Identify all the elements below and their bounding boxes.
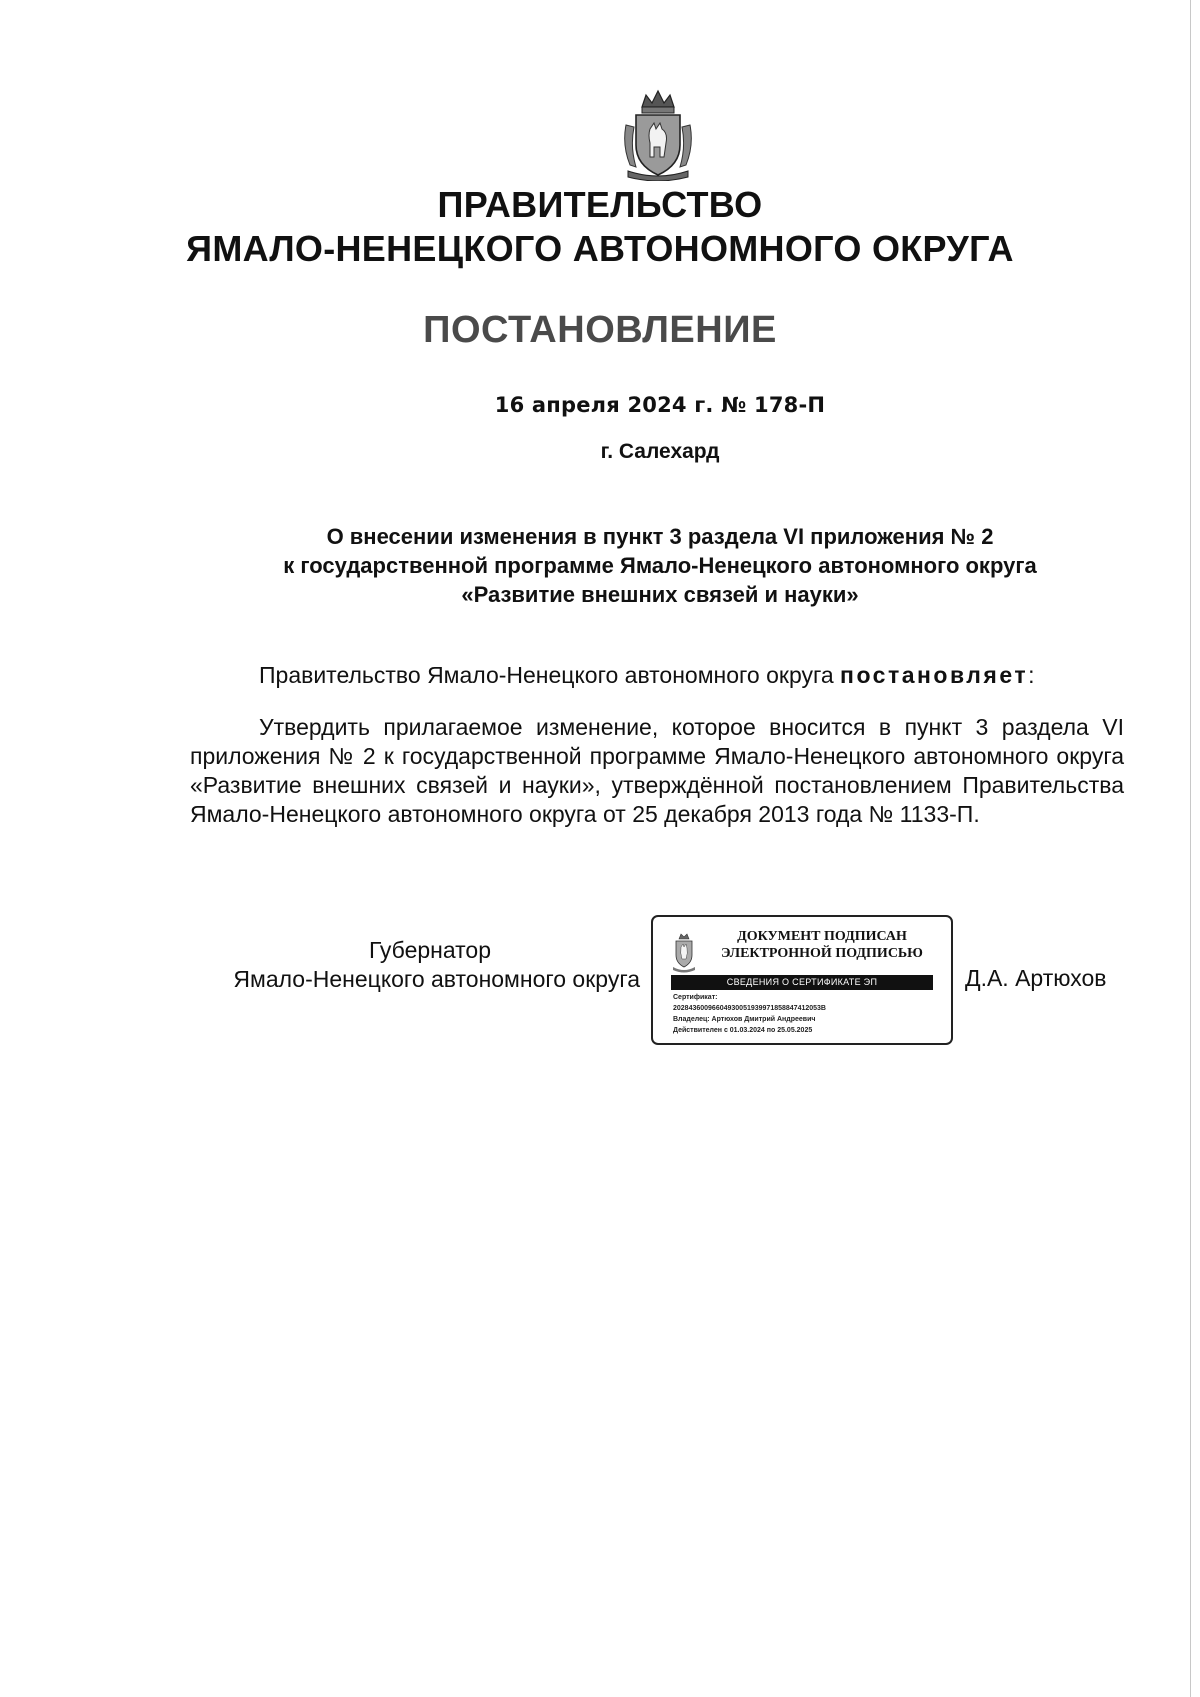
org-title-line1: ПРАВИТЕЛЬСТВО [437, 184, 763, 225]
stamp-cert-value: 20284360096604930051939971858847412053B [673, 1005, 826, 1012]
stamp-cert-label: Сертификат: [673, 994, 718, 1001]
org-title [0, 183, 1200, 271]
document-city: г. Салехард [600, 440, 720, 463]
stamp-emblem-icon [671, 931, 697, 973]
document-subject [60, 522, 1200, 609]
stamp-certificate-bar: СВЕДЕНИЯ О СЕРТИФИКАТЕ ЭП [671, 975, 933, 990]
signatory-title-line1: Губернатор [368, 937, 492, 963]
org-title-line2: ЯМАЛО-НЕНЕЦКОГО АВТОНОМНОГО ОКРУГА [186, 228, 1014, 269]
preamble-text: Правительство Ямало-Ненецкого автономного округа [259, 662, 841, 688]
body-paragraph: Утвердить прилагаемое изменение, которое вносится в пункт 3 раздела VI приложения № 2 к государственной программе Ямало-Ненецкого автономного округа «Развитие внешних связей и науки», утверждённой постановлением Правительства Ямало-Ненецкого автономного округа от 25 декабря 2013 года № 1133-П. [190, 714, 1124, 827]
signatory-name: Д.А. Артюхов [965, 965, 1107, 991]
signatory-title [190, 936, 640, 994]
stamp-heading-line2: ЭЛЕКТРОННОЙ ПОДПИСЬЮ [721, 946, 923, 961]
stamp-validity: Действителен с 01.03.2024 по 25.05.2025 [673, 1027, 813, 1034]
preamble-colon: : [1028, 662, 1035, 688]
subject-line3: «Развитие внешних связей и науки» [461, 582, 859, 607]
subject-line1: О внесении изменения в пункт 3 раздела VI приложения № 2 [326, 524, 994, 549]
preamble [259, 660, 1034, 690]
preamble-emphasis: постановляет [840, 662, 1029, 688]
document-type: ПОСТАНОВЛЕНИЕ [423, 309, 777, 351]
signatory-title-line2: Ямало-Ненецкого автономного округа [233, 966, 640, 992]
coat-of-arms-icon [620, 85, 696, 181]
stamp-heading [717, 928, 927, 962]
stamp-owner: Владелец: Артюхов Дмитрий Андреевич [673, 1016, 816, 1023]
electronic-signature-stamp [651, 915, 953, 1045]
stamp-heading-line1: ДОКУМЕНТ ПОДПИСАН [737, 929, 907, 944]
subject-line2: к государственной программе Ямало-Ненецкого автономного округа [283, 553, 1037, 578]
document-date-number: 16 апреля 2024 г. № 178-П [494, 393, 826, 417]
